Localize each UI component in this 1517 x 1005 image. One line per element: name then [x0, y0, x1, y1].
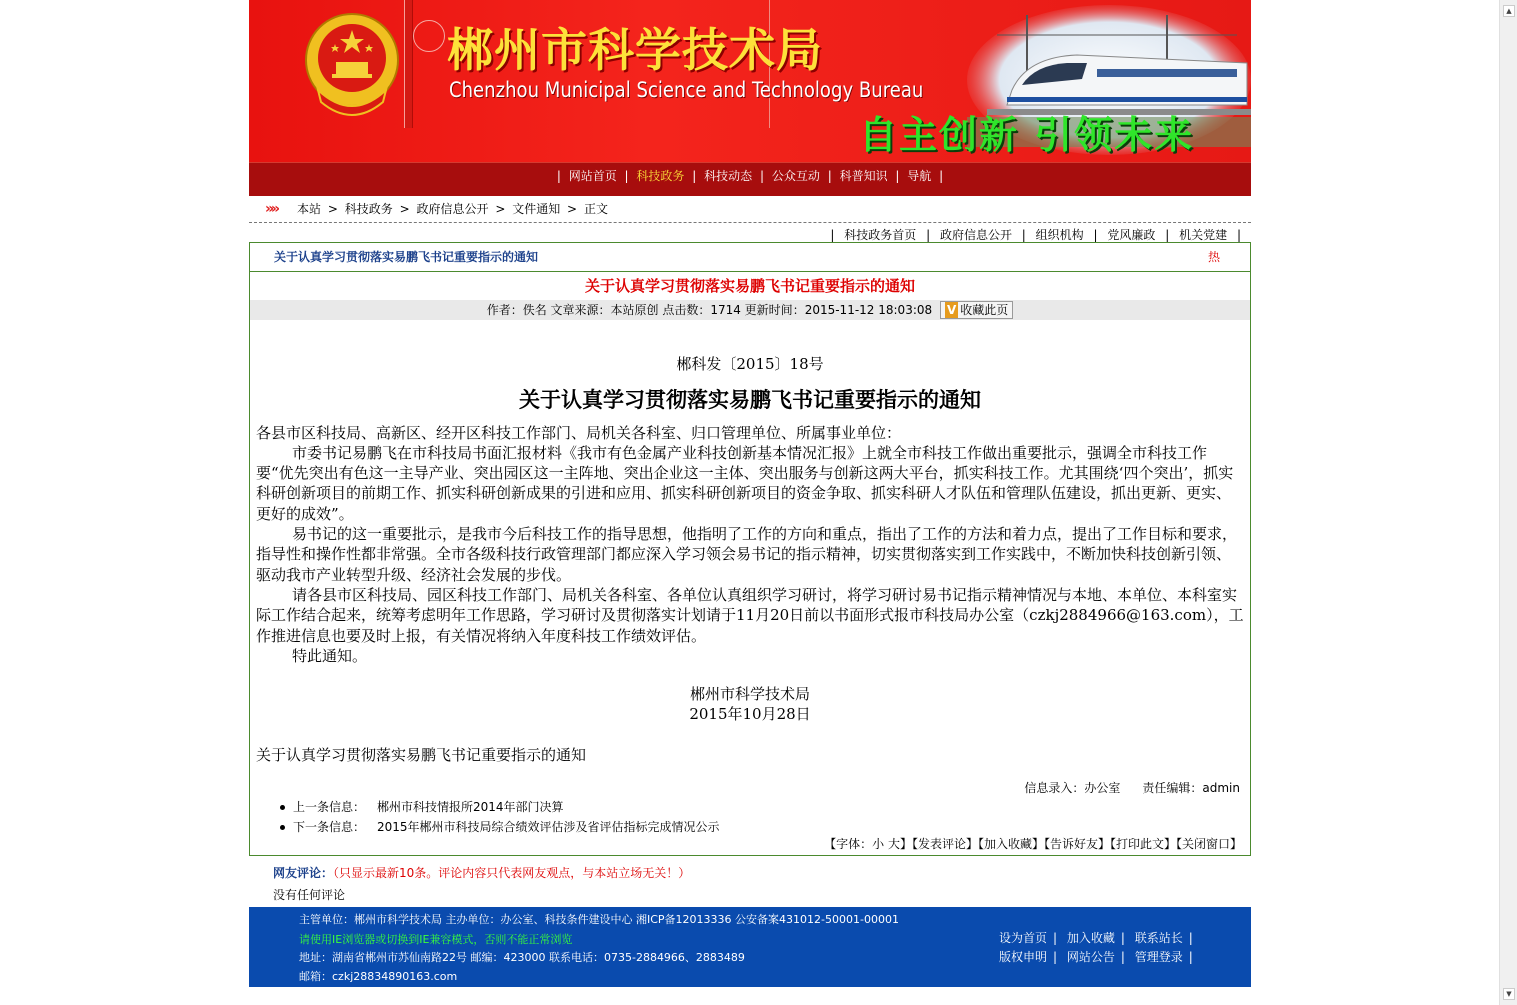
article-title: 关于认真学习贯彻落实易鹏飞书记重要指示的通知	[584, 277, 915, 295]
article-box	[249, 242, 1251, 856]
double-chevron-icon: »»	[265, 201, 278, 217]
paragraph-1: 市委书记易鹏飞在市科技局书面汇报材料《我市有色金属产业科技创新基本情况汇报》上就全市科技工作做出重要批示，强调全市科技工作要“优先突出有色这一主导产业、突出园区这一主阵地、突出企业这一主体、突出服务与创新这两大平台，抓实科技工作。尤其围绕‘四个突出’，抓实科研创新项目的前期工作、抓实科研创新成果的引进和应用、抓实科研创新项目的资金争取、抓实科研人才队伍和管理队伍建设，抓出更新、更实、更好的成效”。	[256, 443, 1234, 523]
page-container	[249, 0, 1251, 983]
site-footer	[249, 907, 1251, 987]
footer-address: 地址：湖南省郴州市苏仙南路22号 邮编：423000 联系电话：0735-2884966、2883489	[299, 951, 745, 964]
breadcrumb-item-current: 正文	[583, 202, 608, 216]
prev-next-list	[280, 797, 720, 837]
comments-note: （只显示最新10条。评论内容只代表网友观点，与本站立场无关！）	[333, 866, 691, 880]
main-nav: | 网站首页 | 科技政务 | 科技动态 | 公众互动 | 科普知识 | 导航 |	[249, 162, 1251, 196]
subnav-item-organization[interactable]: 组织机构	[1035, 228, 1084, 242]
scroll-up-icon[interactable]: ▲	[1503, 5, 1515, 17]
nav-item-sci-news[interactable]: 科技动态	[704, 169, 753, 183]
scroll-down-icon[interactable]: ▼	[1503, 988, 1515, 1000]
prev-link[interactable]: 郴州市科技情报所2014年部门决算	[377, 800, 564, 814]
article-meta-text: 作者：佚名 文章来源：本站原创 点击数：1714 更新时间：2015-11-12 18:03:08	[486, 303, 933, 317]
subnav-item-party[interactable]: 机关党建	[1179, 228, 1228, 242]
signature	[256, 684, 1244, 725]
paragraph-3: 请各县市区科技局、园区科技工作部门、局机关各科室、各单位认真组织学习研讨，将学习研讨易书记指示精神情况与本地、本单位、本科室实际工作结合起来，统筹考虑明年工作思路，学习研讨及贯彻落实计划请于11月20日前以书面形式报市科技局办公室（czkj2884966@163.com），工作推进信息也要及时上报，有关情况将纳入年度科技工作绩效评估。	[256, 585, 1244, 645]
next-item: 下一条信息： 2015年郴州市科技局综合绩效评估涉及省评估指标完成情况公示	[280, 817, 720, 837]
contact-admin-link[interactable]: 联系站长	[1134, 931, 1183, 945]
next-link[interactable]: 2015年郴州市科技局综合绩效评估涉及省评估指标完成情况公示	[377, 820, 720, 834]
breadcrumb-item-notices[interactable]: 文件通知	[512, 202, 561, 216]
footer-email: 邮箱：czkj28834890163.com	[299, 970, 458, 983]
vertical-scrollbar[interactable]	[1499, 0, 1517, 1005]
banner-title: 郴州市科学技术局	[447, 23, 823, 77]
breadcrumb-item-site[interactable]: 本站	[297, 202, 322, 216]
breadcrumb-item-gov-info[interactable]: 政府信息公开	[416, 202, 489, 216]
add-favorite-link[interactable]: 加入收藏	[1066, 931, 1115, 945]
nav-item-science-knowledge[interactable]: 科普知识	[839, 169, 888, 183]
document-title: 关于认真学习贯彻落实易鹏飞书记重要指示的通知	[519, 387, 981, 413]
signature-org: 郴州市科学技术局	[689, 685, 810, 704]
attachment-title: 关于认真学习贯彻落实易鹏飞书记重要指示的通知	[256, 745, 587, 764]
paragraph-2: 易书记的这一重要批示，是我市今后科技工作的指导思想，他指明了工作的方向和重点，指出了工作的方法和着力点，提出了工作目标和要求，指导性和操作性都非常强。全市各级科技行政管理部门都应深入学习领会易书记的指示精神，切实贯彻落实到工作实践中，不断加快科技创新引领、驱动我市产业转型升级、经济社会发展的步伐。	[256, 525, 1238, 584]
comments-label: 网友评论：	[273, 866, 334, 880]
hot-badge: 热	[1207, 250, 1220, 264]
bullet-icon	[280, 825, 285, 830]
breadcrumb-item-sci-affairs[interactable]: 科技政务	[344, 202, 393, 216]
article-meta	[250, 300, 1250, 320]
sub-nav: | 科技政务首页 | 政府信息公开 | 组织机构 | 党风廉政 | 机关党建 |	[830, 228, 1241, 242]
banner-slogan: 自主创新 引领未来	[859, 113, 1195, 157]
article-body	[250, 354, 1250, 765]
comments-header	[273, 864, 690, 881]
subnav-item-gov-info[interactable]: 政府信息公开	[939, 228, 1012, 242]
responsible-editor: 责任编辑：admin	[1142, 781, 1240, 795]
banner-divider	[404, 0, 413, 128]
footer-org-info: 主管单位：郴州市科学技术局 主办单位：办公室、科技条件建设中心 湘ICP备12013336 公安备案431012-50001-00001	[299, 913, 899, 926]
announcement-link[interactable]: 网站公告	[1066, 950, 1115, 964]
greeting: 各县市区科技局、高新区、经开区科技工作部门、局机关各科室、归口管理单位、所属事业单位：	[256, 423, 902, 442]
article-box-header	[250, 243, 1250, 272]
nav-item-sci-affairs[interactable]: 科技政务	[636, 169, 685, 183]
paragraph-4: 特此通知。	[292, 646, 368, 665]
banner-subtitle: Chenzhou Municipal Science and Technology Bureau	[449, 78, 924, 102]
site-banner	[249, 0, 1251, 162]
entry-info: 信息录入：办公室	[1024, 781, 1121, 795]
copyright-link[interactable]: 版权申明	[999, 950, 1048, 964]
prev-item: 上一条信息： 郴州市科技情报所2014年部门决算	[280, 797, 720, 817]
editor-info	[1024, 779, 1240, 796]
box-header-title: 关于认真学习贯彻落实易鹏飞书记重要指示的通知	[274, 250, 539, 264]
subnav-item-integrity[interactable]: 党风廉政	[1107, 228, 1156, 242]
nav-item-interaction[interactable]: 公众互动	[771, 169, 820, 183]
footer-links-row-2: 版权申明 | 网站公告 | 管理登录 |	[999, 950, 1193, 964]
nav-item-navigation[interactable]: 导航	[907, 169, 932, 183]
bookmark-button[interactable]: V 收藏此页	[940, 301, 1013, 319]
article-tools[interactable]: 【字体：小 大】【发表评论】【加入收藏】【告诉好友】【打印此文】【关闭窗口】	[824, 837, 1242, 851]
document-number: 郴科发〔2015〕18号	[676, 355, 824, 373]
set-homepage-link[interactable]: 设为首页	[999, 931, 1048, 945]
bookmark-icon: V	[946, 303, 957, 317]
nav-item-home[interactable]: 网站首页	[568, 169, 617, 183]
admin-login-link[interactable]: 管理登录	[1134, 950, 1183, 964]
banner-decoration	[413, 20, 445, 52]
signature-date: 2015年10月28日	[689, 705, 811, 724]
no-comments: 没有任何评论	[273, 888, 346, 902]
national-emblem-icon	[303, 10, 401, 122]
bullet-icon	[280, 805, 285, 810]
subnav-item-affairs-home[interactable]: 科技政务首页	[844, 228, 917, 242]
footer-browser-notice: 请使用IE浏览器或切换到IE兼容模式，否则不能正常浏览	[299, 933, 573, 946]
footer-links-row-1: 设为首页 | 加入收藏 | 联系站长 |	[999, 931, 1193, 945]
breadcrumb: »» 本站 > 科技政务 > 政府信息公开 > 文件通知 > 正文	[249, 196, 1251, 223]
